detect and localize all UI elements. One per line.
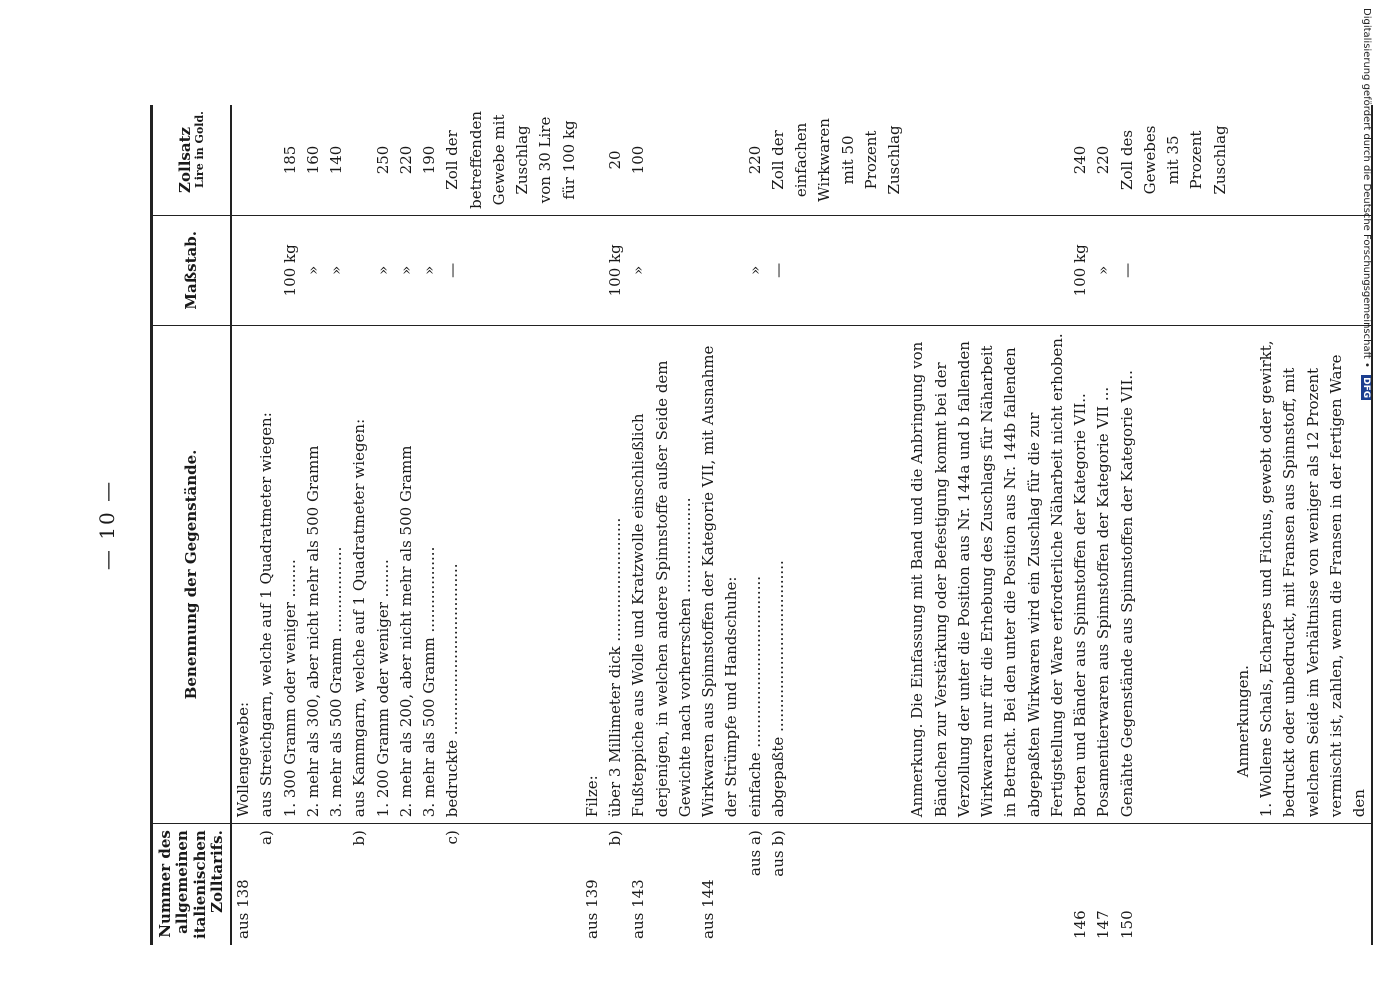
header-rate [152,105,232,215]
table-row [1069,105,1092,945]
item-mass [348,215,371,325]
item-rate: 240 [1069,105,1092,215]
table-body [231,105,1372,945]
item-rate: 140 [325,105,348,215]
tariff-number: aus b) [768,830,787,877]
item-name: Fußteppiche aus Wolle und Kratzwolle einschließlich derjenigen, in welchen andere Spinnstoffe außer Seide dem Gewichte nach vorherrschen .................... [627,325,697,823]
item-name: 2. mehr als 200, aber nicht mehr als 500 Gramm [395,325,418,823]
item-mass: » [744,215,767,325]
item-mass [581,215,604,325]
item-name: Wirkwaren aus Spinnstoffen der Kategorie VII, mit Ausnahme der Strümpfe und Handschuhe: [697,325,744,823]
item-mass: » [1092,215,1115,325]
tariff-number [418,824,441,945]
item-name: aus Streichgarn, welche auf 1 Quadratmeter wiegen: [255,325,278,823]
tariff-number [325,824,348,945]
item-rate: Zoll des Gewebes mit 35 Prozent Zuschlag [1116,105,1232,215]
tariff-number [372,824,395,945]
tariff-number: 150 [1117,910,1136,939]
header-rate-unit: Lire in Gold. [192,111,206,188]
table-row [302,105,325,945]
item-mass: — [1116,215,1232,325]
table-row [1092,105,1115,945]
table-row [744,105,767,945]
item-rate: 185 [279,105,302,215]
item-rate: 220 [744,105,767,215]
tariff-number: a) [257,830,276,845]
item-mass: » [418,215,441,325]
tariff-number: aus 143 [629,879,648,939]
item-rate [348,105,371,215]
item-rate: 160 [302,105,325,215]
table-row [697,105,744,945]
item-rate: 100 [627,105,697,215]
item-rate: Zoll der betreffenden Gewebe mit Zuschlag von 30 Lire für 100 kg [441,105,581,215]
item-name: 2. mehr als 300, aber nicht mehr als 500 Gramm [302,325,325,823]
tariff-number: aus a) [745,830,764,877]
item-name: aus Kammgarn, welche auf 1 Quadratmeter wiegen: [348,325,371,823]
table-row [325,105,348,945]
table-row [279,105,302,945]
header-number: Nummer des allgemeinen italienischen Zolltarifs. [152,824,232,945]
item-name: 1. 200 Gramm oder weniger ........ [372,325,395,823]
item-name: einfache .................................... [744,325,767,823]
table-row [627,105,697,945]
note-144: Anmerkung. Die Einfassung mit Band und die Anbringung von Bändchen zur Verstärkung oder Befestigung kommt bei der Verzollung der unter die Position aus Nr. 144a und b fallenden Wirkwaren nur für die Erhebung des Zuschlags für Näharbeit in Betracht. Bei den unter die Position aus Nr. 144b fallenden abgepaßten Wirkwaren wird ein Zuschlag für die zur Fertigstellung der Ware erforderliche Näharbeit nicht erhoben. [906,325,1069,823]
item-name: Filze: [581,325,604,823]
item-mass: » [302,215,325,325]
item-rate [697,105,744,215]
item-rate: 250 [372,105,395,215]
item-name: 1. 300 Gramm oder weniger ........ [279,325,302,823]
item-name: 3. mehr als 500 Gramm .................. [418,325,441,823]
table-row [418,105,441,945]
table-row [1116,105,1232,945]
item-name: bedruckte .................................... [441,325,581,823]
item-mass: 100 kg [279,215,302,325]
item-mass: » [395,215,418,325]
table-row [581,105,604,945]
table-row [231,105,255,945]
dfg-logo: DFG [1361,377,1371,399]
item-rate [231,105,255,215]
tariff-number: aus 138 [234,879,252,939]
item-rate [255,105,278,215]
table-row [372,105,395,945]
item-mass: » [325,215,348,325]
tariff-number: 147 [1094,910,1113,939]
tariff-number: c) [443,830,462,845]
item-mass: 100 kg [1069,215,1092,325]
table-row [767,105,907,945]
item-name: Posamentierwaren aus Spinnstoffen der Kategorie VII ... [1092,325,1115,823]
item-name: Wollengewebe: [231,325,255,823]
item-name: über 3 Millimeter dick .......................... [604,325,627,823]
table-row [255,105,278,945]
item-name: abgepaßte .................................... [767,325,907,823]
page-number: — 10 — [95,479,119,571]
tariff-number [395,824,418,945]
header-mass: Maßstab. [152,215,232,325]
header-name: Benennung der Gegenstände. [152,325,232,823]
item-mass [255,215,278,325]
tariff-table [150,105,1373,945]
table-row [441,105,581,945]
item-name: Borten und Bänder aus Spinnstoffen der Kategorie VII.. [1069,325,1092,823]
item-rate: 20 [604,105,627,215]
tariff-number: 146 [1071,910,1089,939]
item-mass [697,215,744,325]
tariff-number: aus 139 [582,879,601,939]
item-rate [581,105,604,215]
note-150-block [1232,325,1373,823]
item-rate: Zoll der einfachen Wirkwaren mit 50 Prozent Zuschlag [767,105,907,215]
tariff-number: b) [350,830,369,846]
item-rate: 190 [418,105,441,215]
item-mass: 100 kg [604,215,627,325]
item-mass: — [441,215,581,325]
note-150-title: Anmerkungen. [1233,665,1252,778]
table-row [348,105,371,945]
table-row [604,105,627,945]
tariff-number [302,824,325,945]
tariff-number: b) [606,830,624,846]
credit-text: Digitalisierung gefördert durch die Deutsche Forschungsgemeinschaft • [1361,8,1372,368]
tariff-number [279,824,302,945]
item-mass [231,215,255,325]
item-name: 3. mehr als 500 Gramm .................. [325,325,348,823]
note-row [1232,105,1373,945]
note-150: 1. Wollene Schals, Echarpes und Fichus, gewebt oder gewirkt, bedruckt oder unbedruckt, mit Fransen aus Spinnstoff, mit welchem Seide im Verhältnisse von weniger als 12 Prozent vermischt ist, zahlen, wenn die Fransen in der fertigen Ware den [1257,340,1368,818]
note-row [906,105,1069,945]
item-rate: 220 [1092,105,1115,215]
table-row [395,105,418,945]
tariff-number: aus 144 [699,879,717,939]
item-rate: 220 [395,105,418,215]
item-mass: — [767,215,907,325]
table-header-row [152,105,232,945]
item-mass: » [627,215,697,325]
item-mass: » [372,215,395,325]
item-name: Genähte Gegenstände aus Spinnstoffen der Kategorie VII.. [1116,325,1232,823]
header-rate-label: Zollsatz [175,126,194,193]
